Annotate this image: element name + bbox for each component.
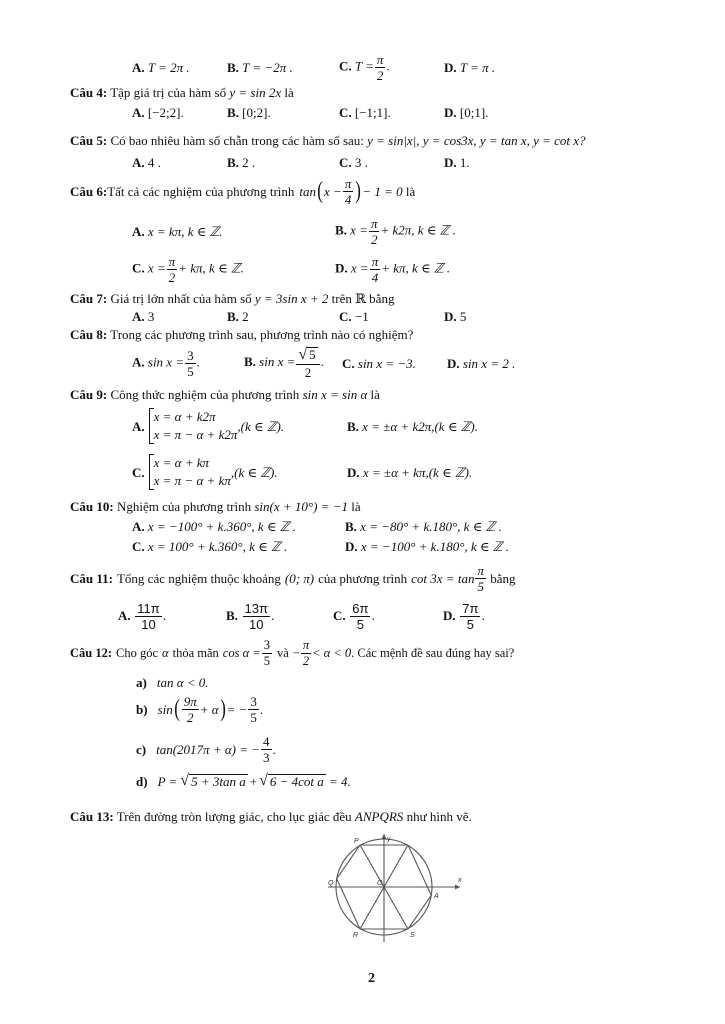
- q5-label: Câu 5:: [70, 133, 108, 148]
- q6-label: Câu 6:: [70, 183, 108, 199]
- q11-label: Câu 11:: [70, 570, 113, 586]
- q10-label: Câu 10:: [70, 499, 114, 514]
- label-S: S: [410, 932, 415, 939]
- q3-b-label: B.: [227, 59, 239, 75]
- q4-options: A. [−2;2]. B. [0;2]. C. [−1;1]. D. [0;1].: [132, 105, 489, 120]
- q12-label: Câu 12:: [70, 645, 113, 660]
- q4-d: [0;1].: [459, 105, 489, 120]
- q6-question: Câu 6: Tất cả các nghiệm của phương trình tan ( x − $\frac{\pi}{4}$ ) − 1 = 0 là: [70, 175, 416, 207]
- q8-question: Câu 8: Trong các phương trình sau, phương trình nào có nghiệm?: [70, 327, 414, 342]
- q9-options-cd: C. x = α + kπ x = π − α + kπ ,(k ∈ ℤ). D. x = ±α + kπ,(k ∈ ℤ).: [132, 455, 473, 488]
- q4-a: [−2;2].: [147, 105, 184, 120]
- q3-a-label: A.: [132, 59, 145, 75]
- q11-options: A. $\frac{11\pi}{10}$ . B. $\frac{13\pi}{10}$ . C. $\frac{6\pi}{5}$ . D. $\frac{7\pi}{5}$ .: [118, 600, 486, 632]
- q12-question: Câu 12: Cho góc α thỏa mãn cos α = $\frac{3}{5}$ và − $\frac{\pi}{2}$ < α < 0 . Các mệnh đề sau đúng hay sai?: [70, 638, 515, 668]
- q4-b: [0;2].: [242, 105, 271, 120]
- q12-c: c) tan(2017π + α) = − $\frac{4}{3}$ .: [136, 733, 276, 765]
- label-y: y: [387, 836, 391, 843]
- q4-question: Câu 4: Tập giá trị của hàm số y = sin 2x là: [70, 85, 294, 100]
- q10-options-ab: A. x = −100° + k.360°, k ∈ ℤ . B. x = −80° + k.180°, k ∈ ℤ .: [132, 519, 502, 534]
- q5-question: Câu 5: Có bao nhiêu hàm số chẵn trong các hàm số sau: y = sin|x|, y = cos3x, y = tan x, y = cot x?: [70, 133, 586, 148]
- q9-question: Câu 9: Công thức nghiệm của phương trình sin x = sin α là: [70, 387, 380, 402]
- q3-options: A. T = 2π . B. T = −2π . C. T = $\frac{\pi}{2}$ . D. T = π .: [132, 51, 496, 83]
- q8-label: Câu 8:: [70, 327, 108, 342]
- q4-label: Câu 4:: [70, 85, 108, 100]
- page-number: 2: [368, 971, 375, 986]
- unit-circle-hexagon-figure: [320, 832, 470, 947]
- q5-options: A. 4 . B. 2 . C. 3 . D. 1.: [132, 155, 470, 170]
- q13-label: Câu 13:: [70, 809, 114, 824]
- q7-options: A. 3 B. 2 C. −1 D. 5: [132, 309, 467, 324]
- q12-a: a) tan α < 0.: [136, 675, 209, 690]
- q6-options-cd: C. x = $\frac{\pi}{2}$ + kπ, k ∈ ℤ. D. x = $\frac{\pi}{4}$ + kπ, k ∈ ℤ .: [132, 253, 451, 285]
- q10-question: Câu 10: Nghiệm của phương trình sin(x + 10°) = −1 là: [70, 499, 361, 514]
- q12-b: b) sin ( $\frac{9\pi}{2}$ + α ) = − $\frac{3}{5}$ .: [136, 693, 264, 725]
- q11-question: Câu 11: Tổng các nghiệm thuộc khoảng (0; π) của phương trình cot 3x = tan $\frac{\pi}{5}$ bằng: [70, 562, 516, 594]
- q4-c: [−1;1].: [354, 105, 391, 120]
- y-arrow: [382, 834, 387, 839]
- q9-label: Câu 9:: [70, 387, 108, 402]
- label-P: P: [354, 838, 359, 845]
- q7-label: Câu 7:: [70, 291, 108, 306]
- q8-options: A. sin x = $\frac{3}{5}$ . B. sin x = $\frac{√ 5}{2}$ . C. sin x = −3. D. sin x = 2 .: [132, 346, 516, 380]
- q3-d: T = π .: [459, 59, 496, 75]
- x-arrow: [455, 885, 460, 890]
- label-O: O: [377, 880, 383, 887]
- q3-c-pre: T =: [354, 57, 374, 73]
- q9-options-ab: A. x = α + k2π x = π − α + k2π ,(k ∈ ℤ). B. x = ±α + k2π,(k ∈ ℤ).: [132, 409, 478, 442]
- q3-c-label: C.: [339, 57, 352, 73]
- q7-question: Câu 7: Giá trị lớn nhất của hàm số y = 3sin x + 2 trên ℝ bằng: [70, 291, 395, 306]
- label-x: x: [458, 877, 462, 884]
- q3-c-frac: $\frac{\pi}{2}$: [376, 51, 384, 83]
- q13-question: Câu 13: Trên đường tròn lượng giác, cho lục giác đều ANPQRS như hình vẽ.: [70, 809, 472, 824]
- label-A: A: [434, 893, 439, 900]
- q10-options-cd: C. x = 100° + k.360°, k ∈ ℤ . D. x = −100° + k.180°, k ∈ ℤ .: [132, 539, 509, 554]
- q6-options-ab: A. x = kπ, k ∈ ℤ. B. x = $\frac{\pi}{2}$ + k2π, k ∈ ℤ .: [132, 215, 456, 247]
- q3-a: T = 2π .: [147, 59, 190, 75]
- q3-b: T = −2π .: [242, 59, 293, 75]
- label-R: R: [353, 932, 359, 939]
- q12-d: d) P = √ 5 + 3tan a + √ 6 − 4cot a = 4.: [136, 772, 351, 789]
- label-Q: Q: [328, 880, 334, 887]
- q3-d-label: D.: [444, 59, 457, 75]
